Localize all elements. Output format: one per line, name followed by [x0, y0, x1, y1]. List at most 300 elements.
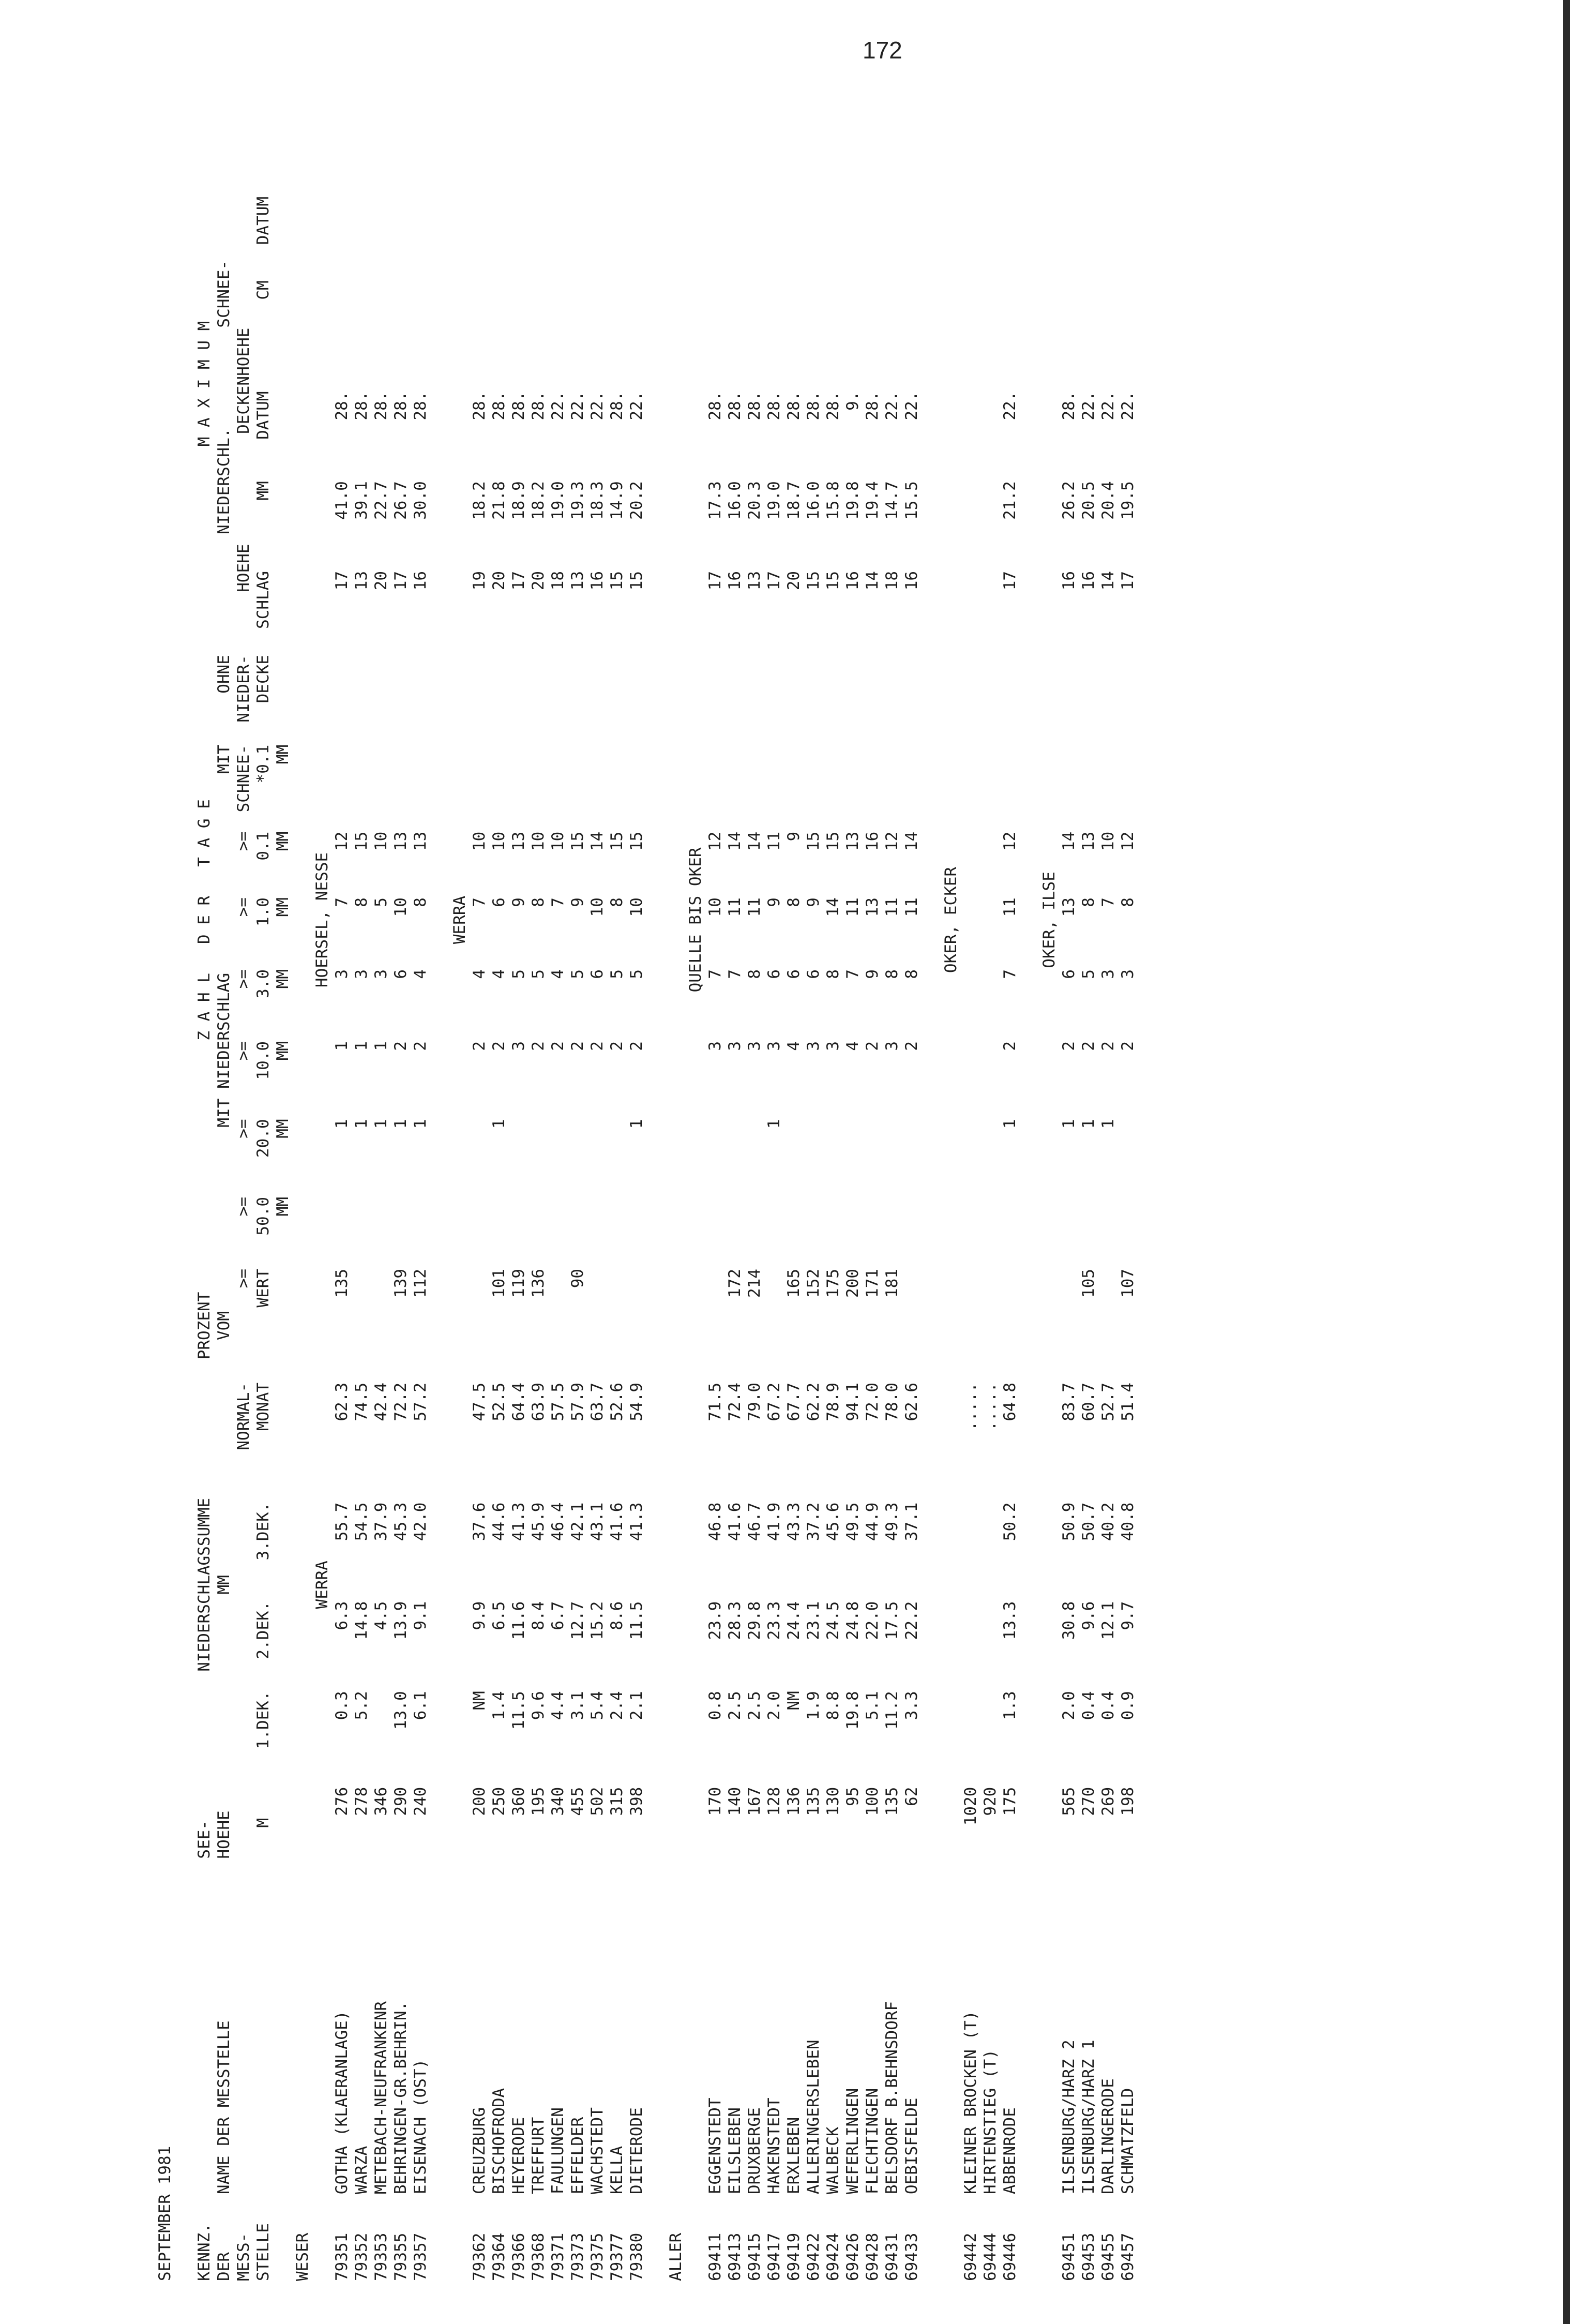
- value-cell: 24.8: [843, 1601, 862, 1640]
- value-cell: [1000, 197, 1020, 280]
- table-row: [784, 197, 804, 2281]
- value-cell: 340: [549, 1787, 567, 1816]
- value-cell: [863, 655, 882, 745]
- header-sub: MM: [254, 481, 273, 501]
- empty-cell: [312, 1269, 332, 1383]
- value-cell: 3: [509, 1041, 528, 1051]
- station-id: 69428: [863, 2232, 882, 2281]
- value-cell: 8: [1119, 897, 1137, 907]
- value-cell: 135: [333, 1268, 351, 1298]
- value-cell: [980, 1041, 1000, 1119]
- value-cell: [548, 655, 568, 745]
- value-cell: 15: [627, 571, 646, 591]
- table-row: [705, 197, 725, 2281]
- value-cell: 57.9: [568, 1382, 587, 1421]
- table-row: [529, 197, 548, 2281]
- value-cell: [902, 1269, 922, 1383]
- value-cell: [352, 1269, 371, 1383]
- station-id: 69431: [883, 2232, 901, 2281]
- value-cell: 51.4: [1119, 1382, 1137, 1421]
- value-cell: 83.7: [1060, 1382, 1078, 1421]
- station-id: 79373: [568, 2232, 587, 2281]
- empty-cell: [686, 1269, 705, 1383]
- value-cell: [607, 280, 627, 391]
- station-id: 79364: [490, 2232, 508, 2281]
- value-cell: 2: [490, 1041, 508, 1051]
- value-cell: 5.4: [588, 1691, 607, 1720]
- value-cell: [1079, 197, 1098, 280]
- value-cell: 43.3: [784, 1502, 803, 1541]
- value-cell: 13: [391, 831, 410, 851]
- station-id: 79352: [352, 2232, 371, 2281]
- value-cell: [470, 280, 489, 391]
- header-ge: >=: [234, 1268, 253, 1288]
- value-cell: [489, 280, 509, 391]
- value-cell: 0.4: [1079, 1691, 1098, 1720]
- rotated-table-container: [155, 197, 1458, 2281]
- value-cell: 8: [883, 969, 901, 979]
- header-unit-mm: MM: [274, 1119, 292, 1138]
- value-cell: 181: [883, 1268, 901, 1298]
- value-cell: [529, 1197, 548, 1269]
- group-label: WERRA: [313, 1561, 331, 1609]
- value-cell: 15: [608, 831, 626, 851]
- header-sub: SCHLAG: [254, 571, 273, 629]
- empty-cell: [941, 1787, 961, 2281]
- value-cell: 12.1: [1099, 1601, 1118, 1640]
- value-cell: 2: [863, 1041, 882, 1051]
- value-cell: [607, 655, 627, 745]
- value-cell: [882, 1119, 902, 1197]
- value-cell: 15: [627, 831, 646, 851]
- value-cell: 8: [902, 969, 921, 979]
- value-cell: 11.5: [627, 1601, 646, 1640]
- value-cell: [607, 1269, 627, 1383]
- value-cell: [1000, 1197, 1020, 1269]
- header-wert: WERT: [254, 1268, 273, 1308]
- value-cell: 11: [843, 897, 862, 917]
- value-cell: 171: [863, 1268, 882, 1298]
- empty-cell: [273, 197, 293, 745]
- value-cell: [529, 280, 548, 391]
- value-cell: 3: [824, 1041, 842, 1051]
- value-cell: 28.: [804, 391, 823, 421]
- group-sublabel: QUELLE BIS OKER: [686, 847, 705, 993]
- value-cell: 14: [902, 831, 921, 851]
- value-cell: [823, 1197, 843, 1269]
- value-cell: 42.4: [372, 1382, 390, 1421]
- value-cell: 22.: [1119, 391, 1137, 421]
- value-cell: [863, 1119, 882, 1197]
- value-cell: [725, 655, 745, 745]
- value-cell: 42.1: [568, 1502, 587, 1541]
- value-cell: [843, 745, 863, 832]
- value-cell: 6: [784, 969, 803, 979]
- value-cell: 17: [333, 571, 351, 591]
- header-sub: 20.0: [254, 1119, 273, 1158]
- value-cell: 14: [726, 831, 744, 851]
- page-edge: [1563, 0, 1570, 2324]
- value-cell: [568, 197, 587, 280]
- value-cell: [1059, 745, 1079, 832]
- station-id: 79377: [608, 2232, 626, 2281]
- value-cell: 18.7: [784, 481, 803, 520]
- value-cell: [843, 280, 863, 391]
- header-dek1: 1.DEK.: [254, 1691, 273, 1749]
- value-cell: 10: [627, 897, 646, 917]
- value-cell: [568, 280, 587, 391]
- table-row: [607, 197, 627, 2281]
- value-cell: 16: [863, 831, 882, 851]
- value-cell: 11.2: [883, 1691, 901, 1730]
- value-cell: 15: [608, 571, 626, 591]
- value-cell: 16: [902, 571, 921, 591]
- value-cell: [568, 655, 587, 745]
- value-cell: [607, 745, 627, 832]
- value-cell: 6.5: [490, 1601, 508, 1630]
- value-cell: [371, 197, 391, 280]
- header-sub: 3.0: [254, 969, 273, 998]
- header-ge: >=: [234, 969, 253, 989]
- value-cell: [1098, 655, 1118, 745]
- station-id: 79353: [372, 2232, 390, 2281]
- value-cell: 55.7: [333, 1502, 351, 1541]
- value-cell: 15: [352, 831, 371, 851]
- value-cell: 1: [1060, 1119, 1078, 1129]
- value-cell: [823, 280, 843, 391]
- value-cell: 9.: [843, 391, 862, 411]
- value-cell: 175: [824, 1268, 842, 1298]
- value-cell: 6: [1060, 969, 1078, 979]
- value-cell: 140: [726, 1787, 744, 1816]
- value-cell: 12: [883, 831, 901, 851]
- value-cell: 4.4: [549, 1691, 567, 1720]
- value-cell: 2: [1060, 1041, 1078, 1051]
- value-cell: 44.6: [490, 1502, 508, 1541]
- station-id: 79366: [509, 2232, 528, 2281]
- value-cell: [1098, 280, 1118, 391]
- value-cell: 28.: [391, 391, 410, 421]
- value-cell: 18.2: [529, 481, 548, 520]
- value-cell: 14: [588, 831, 607, 851]
- value-cell: 8: [352, 897, 371, 907]
- value-cell: 13: [411, 831, 430, 851]
- value-cell: 17.5: [883, 1601, 901, 1640]
- value-cell: [784, 197, 804, 280]
- value-cell: [1118, 280, 1138, 391]
- header-deckenhoehe: DECKENHOEHE: [234, 327, 253, 434]
- table-row: [1079, 197, 1098, 2281]
- value-cell: 57.2: [411, 1382, 430, 1421]
- value-cell: 28.: [784, 391, 803, 421]
- header-seehoehe: SEE-: [195, 1820, 214, 1859]
- value-cell: [961, 392, 980, 482]
- value-cell: 290: [391, 1787, 410, 1816]
- value-cell: 14: [824, 897, 842, 917]
- station-name: KELLA: [608, 2146, 626, 2195]
- value-cell: .....: [961, 1382, 980, 1431]
- value-cell: 41.6: [726, 1502, 744, 1541]
- header-ge: >=: [234, 897, 253, 917]
- value-cell: 3: [1119, 969, 1137, 979]
- value-cell: 1.9: [804, 1691, 823, 1720]
- value-cell: 3: [372, 969, 390, 979]
- value-cell: [391, 655, 411, 745]
- value-cell: [1059, 1197, 1079, 1269]
- value-cell: [529, 655, 548, 745]
- value-cell: 50.9: [1060, 1502, 1078, 1541]
- value-cell: [1000, 745, 1020, 832]
- station-id: 69455: [1099, 2232, 1118, 2281]
- table-row: [509, 197, 529, 2281]
- table-row: [470, 197, 489, 2281]
- station-id: 69451: [1060, 2232, 1078, 2281]
- value-cell: [352, 197, 371, 280]
- value-cell: 0.4: [1099, 1691, 1118, 1720]
- station-name: OEBISFELDE: [902, 2097, 921, 2195]
- value-cell: 30.8: [1060, 1601, 1078, 1640]
- value-cell: [1079, 655, 1098, 745]
- value-cell: 20: [372, 571, 390, 591]
- table-row: [823, 197, 843, 2281]
- value-cell: [705, 1119, 725, 1197]
- value-cell: [745, 745, 764, 832]
- value-cell: 11: [765, 831, 783, 851]
- header-mit: MIT: [215, 744, 233, 774]
- header-hoehe: HOEHE: [215, 1810, 233, 1859]
- value-cell: [529, 197, 548, 280]
- value-cell: 2.1: [627, 1691, 646, 1720]
- value-cell: [823, 655, 843, 745]
- value-cell: 22.: [1001, 391, 1019, 421]
- value-cell: 11.6: [509, 1601, 528, 1640]
- value-cell: [882, 280, 902, 391]
- header-sub: DATUM: [254, 391, 273, 440]
- empty-cell: [175, 197, 194, 2281]
- value-cell: [332, 197, 352, 280]
- station-name: DIETERODE: [627, 2107, 646, 2195]
- value-cell: 135: [883, 1787, 901, 1816]
- value-cell: 16: [1060, 571, 1078, 591]
- station-name: HIRTENSTIEG (T): [981, 2049, 1000, 2195]
- empty-cell: [450, 1787, 470, 2281]
- value-cell: 24.5: [824, 1601, 842, 1640]
- value-cell: 22.7: [372, 481, 390, 520]
- value-cell: 0.8: [706, 1691, 724, 1720]
- value-cell: 11: [883, 897, 901, 917]
- header-ge: >=: [234, 1119, 253, 1138]
- station-name: GOTHA (KLAERANLAGE): [333, 2011, 351, 2195]
- value-cell: [961, 655, 980, 745]
- value-cell: 278: [352, 1787, 371, 1816]
- value-cell: [548, 1269, 568, 1383]
- value-cell: [843, 197, 863, 280]
- value-cell: [1000, 1269, 1020, 1383]
- empty-cell: [312, 1787, 332, 2281]
- table-row: [764, 197, 784, 2281]
- value-cell: 7: [843, 969, 862, 979]
- value-cell: [587, 1197, 607, 1269]
- value-cell: 9.9: [470, 1601, 489, 1630]
- value-cell: [784, 655, 804, 745]
- value-cell: [961, 1197, 980, 1269]
- value-cell: 28.: [333, 391, 351, 421]
- value-cell: [1079, 280, 1098, 391]
- value-cell: [863, 745, 882, 832]
- value-cell: [980, 1691, 1000, 1787]
- value-cell: 41.3: [509, 1502, 528, 1541]
- value-cell: 6: [588, 969, 607, 979]
- value-cell: 28.: [745, 391, 764, 421]
- value-cell: 22.: [902, 391, 921, 421]
- value-cell: 28.: [863, 391, 882, 421]
- value-cell: 16: [411, 571, 430, 591]
- station-id: 79357: [411, 2232, 430, 2281]
- value-cell: 47.5: [470, 1382, 489, 1421]
- value-cell: [745, 1197, 764, 1269]
- header-kennz: KENNZ.: [195, 2223, 214, 2281]
- value-cell: 8: [824, 969, 842, 979]
- value-cell: [470, 1119, 489, 1197]
- value-cell: [961, 832, 980, 897]
- station-id: 69426: [843, 2232, 862, 2281]
- table-row: [587, 197, 607, 2281]
- header-ge: >=: [234, 1197, 253, 1217]
- value-cell: 16: [843, 571, 862, 591]
- station-name: ERXLEBEN: [784, 2117, 803, 2195]
- empty-cell: [450, 197, 470, 571]
- value-cell: 7: [1099, 897, 1118, 907]
- value-cell: 8.8: [824, 1691, 842, 1720]
- value-cell: 8.6: [608, 1601, 626, 1630]
- value-cell: [980, 1503, 1000, 1601]
- value-cell: 40.8: [1119, 1502, 1137, 1541]
- value-cell: [764, 1269, 784, 1383]
- value-cell: 240: [411, 1787, 430, 1816]
- value-cell: [764, 280, 784, 391]
- value-cell: 2.0: [1060, 1691, 1078, 1720]
- header-ge: >=: [234, 1041, 253, 1061]
- value-cell: 67.2: [765, 1382, 783, 1421]
- value-cell: [391, 197, 411, 280]
- value-cell: 3: [333, 969, 351, 979]
- empty-cell: [293, 197, 312, 2194]
- value-cell: 37.6: [470, 1502, 489, 1541]
- value-cell: 22.: [627, 391, 646, 421]
- value-cell: [823, 745, 843, 832]
- value-cell: 12.7: [568, 1601, 587, 1640]
- value-cell: 37.2: [804, 1502, 823, 1541]
- value-cell: 20.2: [627, 481, 646, 520]
- value-cell: [961, 280, 980, 391]
- value-cell: [332, 745, 352, 832]
- station-name: HAKENSTEDT: [765, 2097, 783, 2195]
- empty-cell: [1039, 197, 1059, 571]
- value-cell: [1118, 1197, 1138, 1269]
- value-cell: 19.5: [1119, 481, 1137, 520]
- value-cell: 63.9: [529, 1382, 548, 1421]
- value-cell: [784, 280, 804, 391]
- value-cell: 10: [372, 831, 390, 851]
- value-cell: 72.4: [726, 1382, 744, 1421]
- value-cell: 28.: [509, 391, 528, 421]
- value-cell: [705, 280, 725, 391]
- value-cell: 1: [1079, 1119, 1098, 1129]
- header-unit-mm: MM: [274, 1197, 292, 1217]
- value-cell: [391, 280, 411, 391]
- value-cell: [980, 969, 1000, 1041]
- station-name: WARZA: [352, 2146, 371, 2195]
- value-cell: [627, 1269, 646, 1383]
- header-unit-mm: MM: [274, 744, 292, 764]
- value-cell: 9: [568, 897, 587, 907]
- header-hoehe-2: HOEHE: [234, 544, 253, 592]
- value-cell: 1: [1099, 1119, 1118, 1129]
- value-cell: 5.2: [352, 1691, 371, 1720]
- value-cell: 119: [509, 1268, 528, 1298]
- value-cell: [764, 745, 784, 832]
- station-name: FLECHTINGEN: [863, 2088, 882, 2195]
- value-cell: 90: [568, 1268, 587, 1288]
- value-cell: [568, 1197, 587, 1269]
- value-cell: 130: [824, 1787, 842, 1816]
- value-cell: 19.8: [843, 481, 862, 520]
- value-cell: [548, 1197, 568, 1269]
- value-cell: [509, 1197, 529, 1269]
- value-cell: [725, 1119, 745, 1197]
- value-cell: 105: [1079, 1268, 1098, 1298]
- value-cell: 28.: [824, 391, 842, 421]
- value-cell: 7: [1001, 969, 1019, 979]
- station-id: 69413: [726, 2232, 744, 2281]
- value-cell: 13: [1079, 831, 1098, 851]
- value-cell: 5: [627, 969, 646, 979]
- value-cell: [352, 280, 371, 391]
- value-cell: 9: [765, 897, 783, 907]
- value-cell: 63.7: [588, 1382, 607, 1421]
- value-cell: 20: [784, 571, 803, 591]
- value-cell: 13.9: [391, 1601, 410, 1640]
- value-cell: 214: [745, 1268, 764, 1298]
- value-cell: [627, 655, 646, 745]
- header-maximum: M A X I M U M: [195, 321, 214, 447]
- value-cell: 0.9: [1119, 1691, 1137, 1720]
- table-row: [332, 197, 352, 2281]
- value-cell: 41.9: [765, 1502, 783, 1541]
- value-cell: 2: [1001, 1041, 1019, 1051]
- value-cell: 2.4: [608, 1691, 626, 1720]
- table-row: [882, 197, 902, 2281]
- value-cell: 2: [627, 1041, 646, 1051]
- value-cell: 5.1: [863, 1691, 882, 1720]
- header-sub: DECKE: [254, 655, 273, 703]
- value-cell: 3: [706, 1041, 724, 1051]
- value-cell: 3: [1099, 969, 1118, 979]
- value-cell: 7: [470, 897, 489, 907]
- value-cell: [1059, 655, 1079, 745]
- table-row: [1059, 197, 1079, 2281]
- value-cell: 20.5: [1079, 481, 1098, 520]
- value-cell: 72.0: [863, 1382, 882, 1421]
- value-cell: 198: [1119, 1787, 1137, 1816]
- value-cell: 1: [1001, 1119, 1019, 1129]
- value-cell: 135: [804, 1787, 823, 1816]
- header-sub: CM: [254, 280, 273, 300]
- value-cell: 22.: [1079, 391, 1098, 421]
- station-id: 79355: [391, 2232, 410, 2281]
- value-cell: [470, 197, 489, 280]
- value-cell: 21.8: [490, 481, 508, 520]
